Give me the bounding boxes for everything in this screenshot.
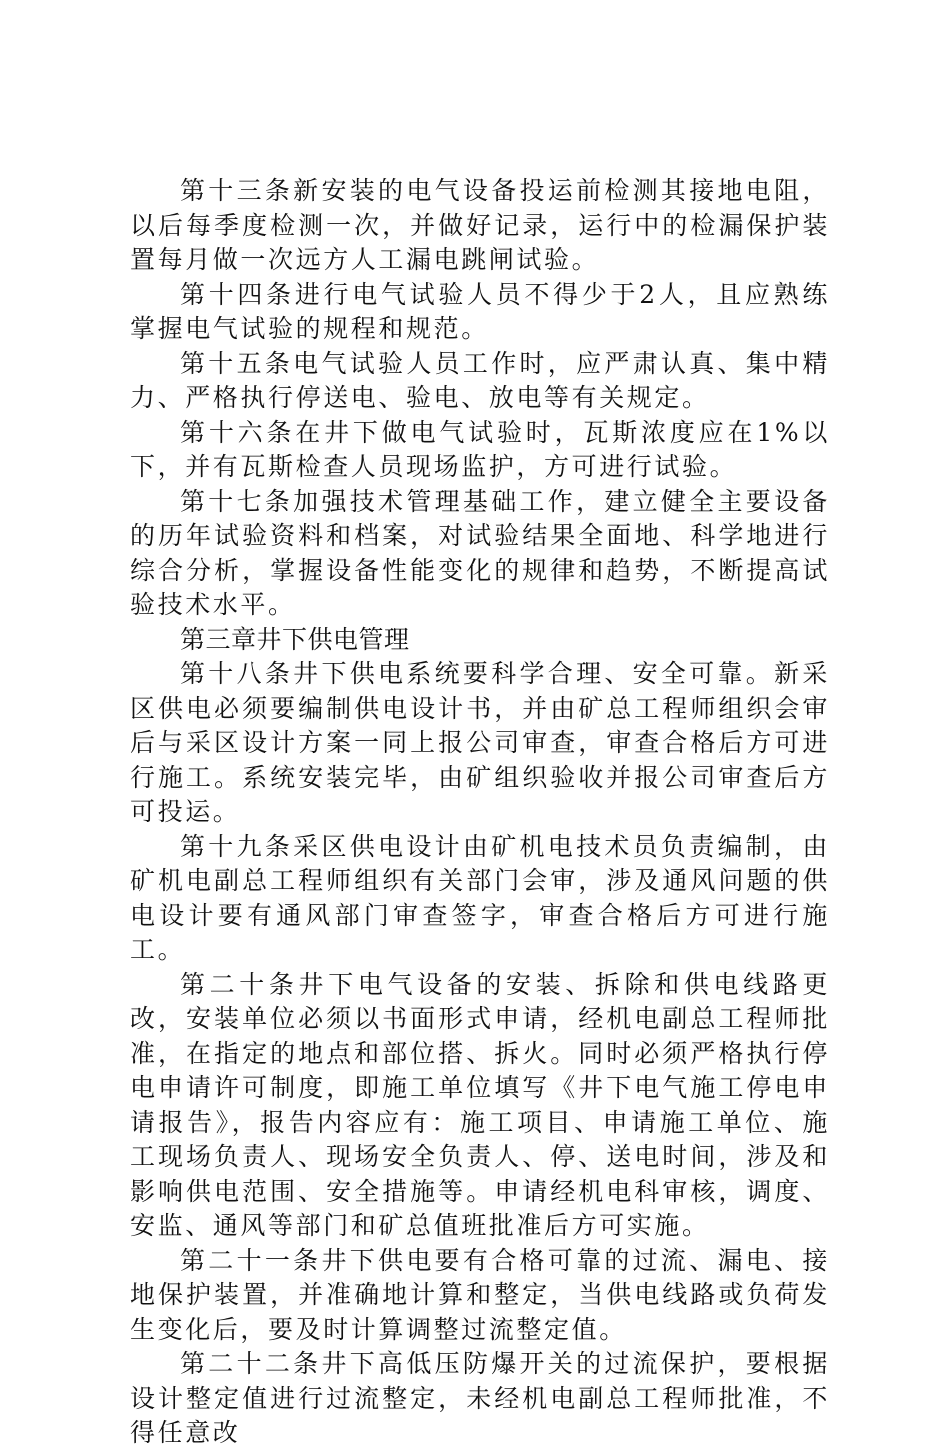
article-22: 第二十二条井下高低压防爆开关的过流保护，要根据设计整定值进行过流整定，未经机电副总工程师批准，不得任意改 (130, 1349, 830, 1447)
document-body (130, 174, 830, 1451)
article-15: 第十五条电气试验人员工作时，应严肃认真、集中精力、严格执行停送电、验电、放电等有关规定。 (130, 348, 830, 412)
article-16: 第十六条在井下做电气试验时，瓦斯浓度应在1%以下，并有瓦斯检查人员现场监护，方可进行试验。 (130, 417, 830, 481)
article-20: 第二十条井下电气设备的安装、拆除和供电线路更改，安装单位必须以书面形式申请，经机电副总工程师批准，在指定的地点和部位搭、拆火。同时必须严格执行停电申请许可制度，即施工单位填写《井下电气施工停电申请报告》，报告内容应有：施工项目、申请施工单位、施工现场负责人、现场安全负责人、停、送电时间，涉及和影响供电范围、安全措施等。申请经机电科审核，调度、安监、通风等部门和矿总值班批准后方可实施。 (130, 969, 830, 1240)
article-13: 第十三条新安装的电气设备投运前检测其接地电阻，以后每季度检测一次，并做好记录，运行中的检漏保护装置每月做一次远方人工漏电跳闸试验。 (130, 176, 830, 274)
article-21: 第二十一条井下供电要有合格可靠的过流、漏电、接地保护装置，并准确地计算和整定，当供电线路或负荷发生变化后，要及时计算调整过流整定值。 (130, 1245, 830, 1344)
article-19: 第十九条采区供电设计由矿机电技术员负责编制，由矿机电副总工程师组织有关部门会审，涉及通风问题的供电设计要有通风部门审查签字，审查合格后方可进行施工。 (130, 831, 830, 964)
article-17: 第十七条加强技术管理基础工作，建立健全主要设备的历年试验资料和档案，对试验结果全面地、科学地进行综合分析，掌握设备性能变化的规律和趋势，不断提高试验技术水平。 (130, 486, 830, 619)
article-14: 第十四条进行电气试验人员不得少于2人，且应熟练掌握电气试验的规程和规范。 (130, 279, 830, 343)
article-18: 第十八条井下供电系统要科学合理、安全可靠。新采区供电必须要编制供电设计书，并由矿总工程师组织会审后与采区设计方案一同上报公司审查，审查合格后方可进行施工。系统安装完毕，由矿组织验收并报公司审查后方可投运。 (130, 659, 830, 826)
chapter-heading: 第三章井下供电管理 (180, 624, 410, 654)
